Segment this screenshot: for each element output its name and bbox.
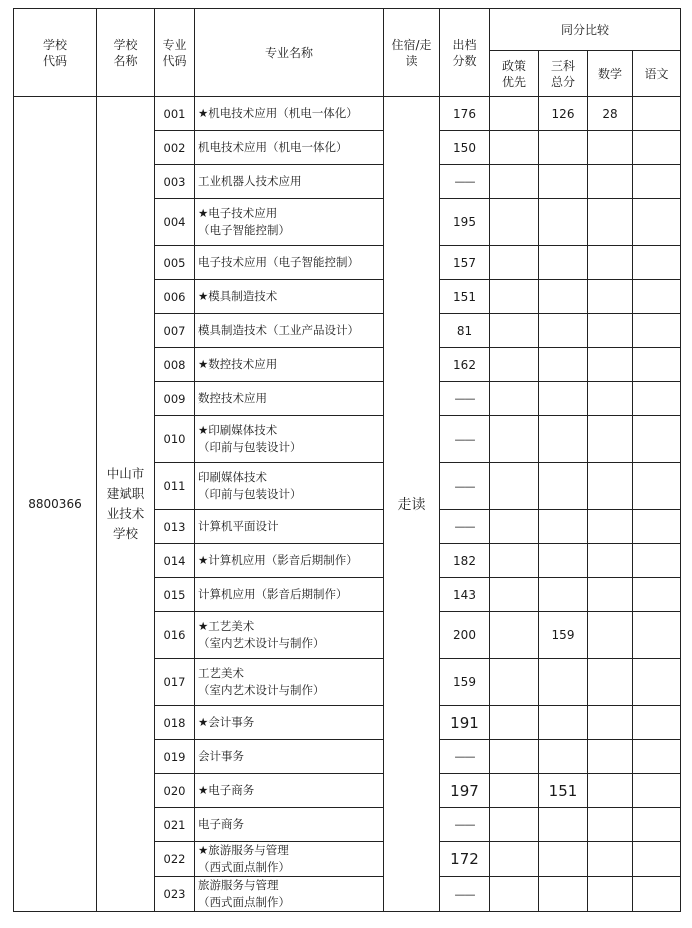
table-header	[14, 9, 681, 97]
policy-priority-cell	[490, 280, 539, 314]
math-score-cell	[588, 199, 633, 246]
policy-priority-cell	[490, 246, 539, 280]
math-score-cell	[588, 314, 633, 348]
math-score-cell: 28	[588, 97, 633, 131]
three-subject-total-cell	[539, 280, 588, 314]
major-code-cell: 004	[155, 199, 195, 246]
chinese-score-cell	[633, 877, 681, 912]
policy-priority-cell	[490, 510, 539, 544]
cutoff-score-cell: 157	[440, 246, 490, 280]
cutoff-score-cell: 172	[440, 842, 490, 877]
math-score-cell	[588, 842, 633, 877]
header-school-code: 学校 代码	[14, 9, 97, 97]
three-subject-total-cell	[539, 165, 588, 199]
cutoff-score-cell: 197	[440, 774, 490, 808]
policy-priority-cell	[490, 544, 539, 578]
major-code-cell: 001	[155, 97, 195, 131]
chinese-score-cell	[633, 246, 681, 280]
policy-priority-cell	[490, 578, 539, 612]
header-policy-priority: 政策 优先	[490, 51, 539, 97]
chinese-score-cell	[633, 382, 681, 416]
major-code-cell: 017	[155, 659, 195, 706]
major-name-cell: 印刷媒体技术 （印前与包装设计）	[195, 463, 384, 510]
major-name-cell: 电子技术应用（电子智能控制）	[195, 246, 384, 280]
major-code-cell: 008	[155, 348, 195, 382]
major-name-cell: 机电技术应用（机电一体化）	[195, 131, 384, 165]
cutoff-score-cell: ——	[440, 510, 490, 544]
major-name-cell: 旅游服务与管理 （西式面点制作）	[195, 877, 384, 912]
policy-priority-cell	[490, 877, 539, 912]
major-name-cell: 电子商务	[195, 808, 384, 842]
cutoff-score-cell: ——	[440, 808, 490, 842]
three-subject-total-cell	[539, 246, 588, 280]
math-score-cell	[588, 416, 633, 463]
major-name-cell: 工业机器人技术应用	[195, 165, 384, 199]
cutoff-score-cell: 195	[440, 199, 490, 246]
three-subject-total-cell	[539, 808, 588, 842]
admission-score-table	[13, 8, 681, 912]
major-name-cell: 数控技术应用	[195, 382, 384, 416]
policy-priority-cell	[490, 97, 539, 131]
policy-priority-cell	[490, 314, 539, 348]
major-code-cell: 020	[155, 774, 195, 808]
policy-priority-cell	[490, 131, 539, 165]
policy-priority-cell	[490, 740, 539, 774]
chinese-score-cell	[633, 510, 681, 544]
header-residence: 住宿/走 读	[384, 9, 440, 97]
major-name-cell: 计算机平面设计	[195, 510, 384, 544]
header-school-name: 学校 名称	[97, 9, 155, 97]
math-score-cell	[588, 740, 633, 774]
school-code-cell: 8800366	[14, 97, 97, 912]
chinese-score-cell	[633, 706, 681, 740]
major-name-cell: ★计算机应用（影音后期制作）	[195, 544, 384, 578]
math-score-cell	[588, 774, 633, 808]
policy-priority-cell	[490, 382, 539, 416]
cutoff-score-cell: ——	[440, 740, 490, 774]
cutoff-score-cell: 151	[440, 280, 490, 314]
chinese-score-cell	[633, 165, 681, 199]
major-name-cell: ★旅游服务与管理 （西式面点制作）	[195, 842, 384, 877]
residence-cell: 走读	[384, 97, 440, 912]
math-score-cell	[588, 131, 633, 165]
chinese-score-cell	[633, 314, 681, 348]
three-subject-total-cell	[539, 416, 588, 463]
major-code-cell: 005	[155, 246, 195, 280]
chinese-score-cell	[633, 97, 681, 131]
major-code-cell: 018	[155, 706, 195, 740]
math-score-cell	[588, 280, 633, 314]
three-subject-total-cell	[539, 842, 588, 877]
header-major-code: 专业 代码	[155, 9, 195, 97]
major-code-cell: 023	[155, 877, 195, 912]
chinese-score-cell	[633, 774, 681, 808]
major-name-cell: ★模具制造技术	[195, 280, 384, 314]
cutoff-score-cell: 159	[440, 659, 490, 706]
major-name-cell: ★会计事务	[195, 706, 384, 740]
chinese-score-cell	[633, 416, 681, 463]
chinese-score-cell	[633, 199, 681, 246]
math-score-cell	[588, 659, 633, 706]
table-body	[14, 97, 681, 912]
math-score-cell	[588, 706, 633, 740]
chinese-score-cell	[633, 463, 681, 510]
major-name-cell: 计算机应用（影音后期制作）	[195, 578, 384, 612]
header-major-name: 专业名称	[195, 9, 384, 97]
three-subject-total-cell	[539, 463, 588, 510]
cutoff-score-cell: 143	[440, 578, 490, 612]
major-name-cell: ★数控技术应用	[195, 348, 384, 382]
header-compare-group: 同分比较	[490, 9, 681, 51]
three-subject-total-cell	[539, 740, 588, 774]
major-name-cell: ★电子技术应用 （电子智能控制）	[195, 199, 384, 246]
header-chinese: 语文	[633, 51, 681, 97]
policy-priority-cell	[490, 808, 539, 842]
policy-priority-cell	[490, 165, 539, 199]
chinese-score-cell	[633, 612, 681, 659]
chinese-score-cell	[633, 740, 681, 774]
math-score-cell	[588, 463, 633, 510]
policy-priority-cell	[490, 612, 539, 659]
chinese-score-cell	[633, 348, 681, 382]
major-code-cell: 013	[155, 510, 195, 544]
major-name-cell: ★工艺美术 （室内艺术设计与制作）	[195, 612, 384, 659]
policy-priority-cell	[490, 199, 539, 246]
three-subject-total-cell: 159	[539, 612, 588, 659]
major-name-cell: ★印刷媒体技术 （印前与包装设计）	[195, 416, 384, 463]
three-subject-total-cell	[539, 314, 588, 348]
math-score-cell	[588, 382, 633, 416]
cutoff-score-cell: 182	[440, 544, 490, 578]
policy-priority-cell	[490, 774, 539, 808]
three-subject-total-cell	[539, 131, 588, 165]
table-row	[14, 97, 681, 131]
policy-priority-cell	[490, 463, 539, 510]
cutoff-score-cell: ——	[440, 463, 490, 510]
chinese-score-cell	[633, 808, 681, 842]
major-code-cell: 010	[155, 416, 195, 463]
header-math: 数学	[588, 51, 633, 97]
math-score-cell	[588, 510, 633, 544]
cutoff-score-cell: 191	[440, 706, 490, 740]
cutoff-score-cell: 150	[440, 131, 490, 165]
school-name-cell: 中山市 建斌职 业技术 学校	[97, 97, 155, 912]
policy-priority-cell	[490, 348, 539, 382]
cutoff-score-cell: ——	[440, 165, 490, 199]
three-subject-total-cell	[539, 544, 588, 578]
major-code-cell: 014	[155, 544, 195, 578]
math-score-cell	[588, 612, 633, 659]
math-score-cell	[588, 165, 633, 199]
major-name-cell: ★电子商务	[195, 774, 384, 808]
chinese-score-cell	[633, 280, 681, 314]
cutoff-score-cell: 162	[440, 348, 490, 382]
major-code-cell: 002	[155, 131, 195, 165]
math-score-cell	[588, 808, 633, 842]
major-code-cell: 003	[155, 165, 195, 199]
chinese-score-cell	[633, 131, 681, 165]
major-name-cell: 模具制造技术（工业产品设计）	[195, 314, 384, 348]
policy-priority-cell	[490, 706, 539, 740]
major-code-cell: 019	[155, 740, 195, 774]
three-subject-total-cell	[539, 382, 588, 416]
cutoff-score-cell: ——	[440, 382, 490, 416]
policy-priority-cell	[490, 416, 539, 463]
cutoff-score-cell: ——	[440, 416, 490, 463]
chinese-score-cell	[633, 578, 681, 612]
chinese-score-cell	[633, 544, 681, 578]
admission-table-wrapper	[13, 8, 680, 912]
math-score-cell	[588, 877, 633, 912]
chinese-score-cell	[633, 659, 681, 706]
three-subject-total-cell	[539, 510, 588, 544]
three-subject-total-cell: 126	[539, 97, 588, 131]
three-subject-total-cell	[539, 706, 588, 740]
major-code-cell: 016	[155, 612, 195, 659]
math-score-cell	[588, 578, 633, 612]
header-three-subject-total: 三科 总分	[539, 51, 588, 97]
major-code-cell: 015	[155, 578, 195, 612]
chinese-score-cell	[633, 842, 681, 877]
cutoff-score-cell: 176	[440, 97, 490, 131]
major-code-cell: 011	[155, 463, 195, 510]
three-subject-total-cell	[539, 877, 588, 912]
major-code-cell: 007	[155, 314, 195, 348]
header-cutoff-score: 出档 分数	[440, 9, 490, 97]
major-name-cell: 会计事务	[195, 740, 384, 774]
major-name-cell: ★机电技术应用（机电一体化）	[195, 97, 384, 131]
math-score-cell	[588, 348, 633, 382]
three-subject-total-cell	[539, 578, 588, 612]
major-code-cell: 006	[155, 280, 195, 314]
three-subject-total-cell	[539, 659, 588, 706]
math-score-cell	[588, 544, 633, 578]
major-code-cell: 022	[155, 842, 195, 877]
policy-priority-cell	[490, 842, 539, 877]
cutoff-score-cell: 81	[440, 314, 490, 348]
major-name-cell: 工艺美术 （室内艺术设计与制作）	[195, 659, 384, 706]
major-code-cell: 021	[155, 808, 195, 842]
cutoff-score-cell: ——	[440, 877, 490, 912]
three-subject-total-cell: 151	[539, 774, 588, 808]
cutoff-score-cell: 200	[440, 612, 490, 659]
three-subject-total-cell	[539, 199, 588, 246]
three-subject-total-cell	[539, 348, 588, 382]
math-score-cell	[588, 246, 633, 280]
major-code-cell: 009	[155, 382, 195, 416]
policy-priority-cell	[490, 659, 539, 706]
